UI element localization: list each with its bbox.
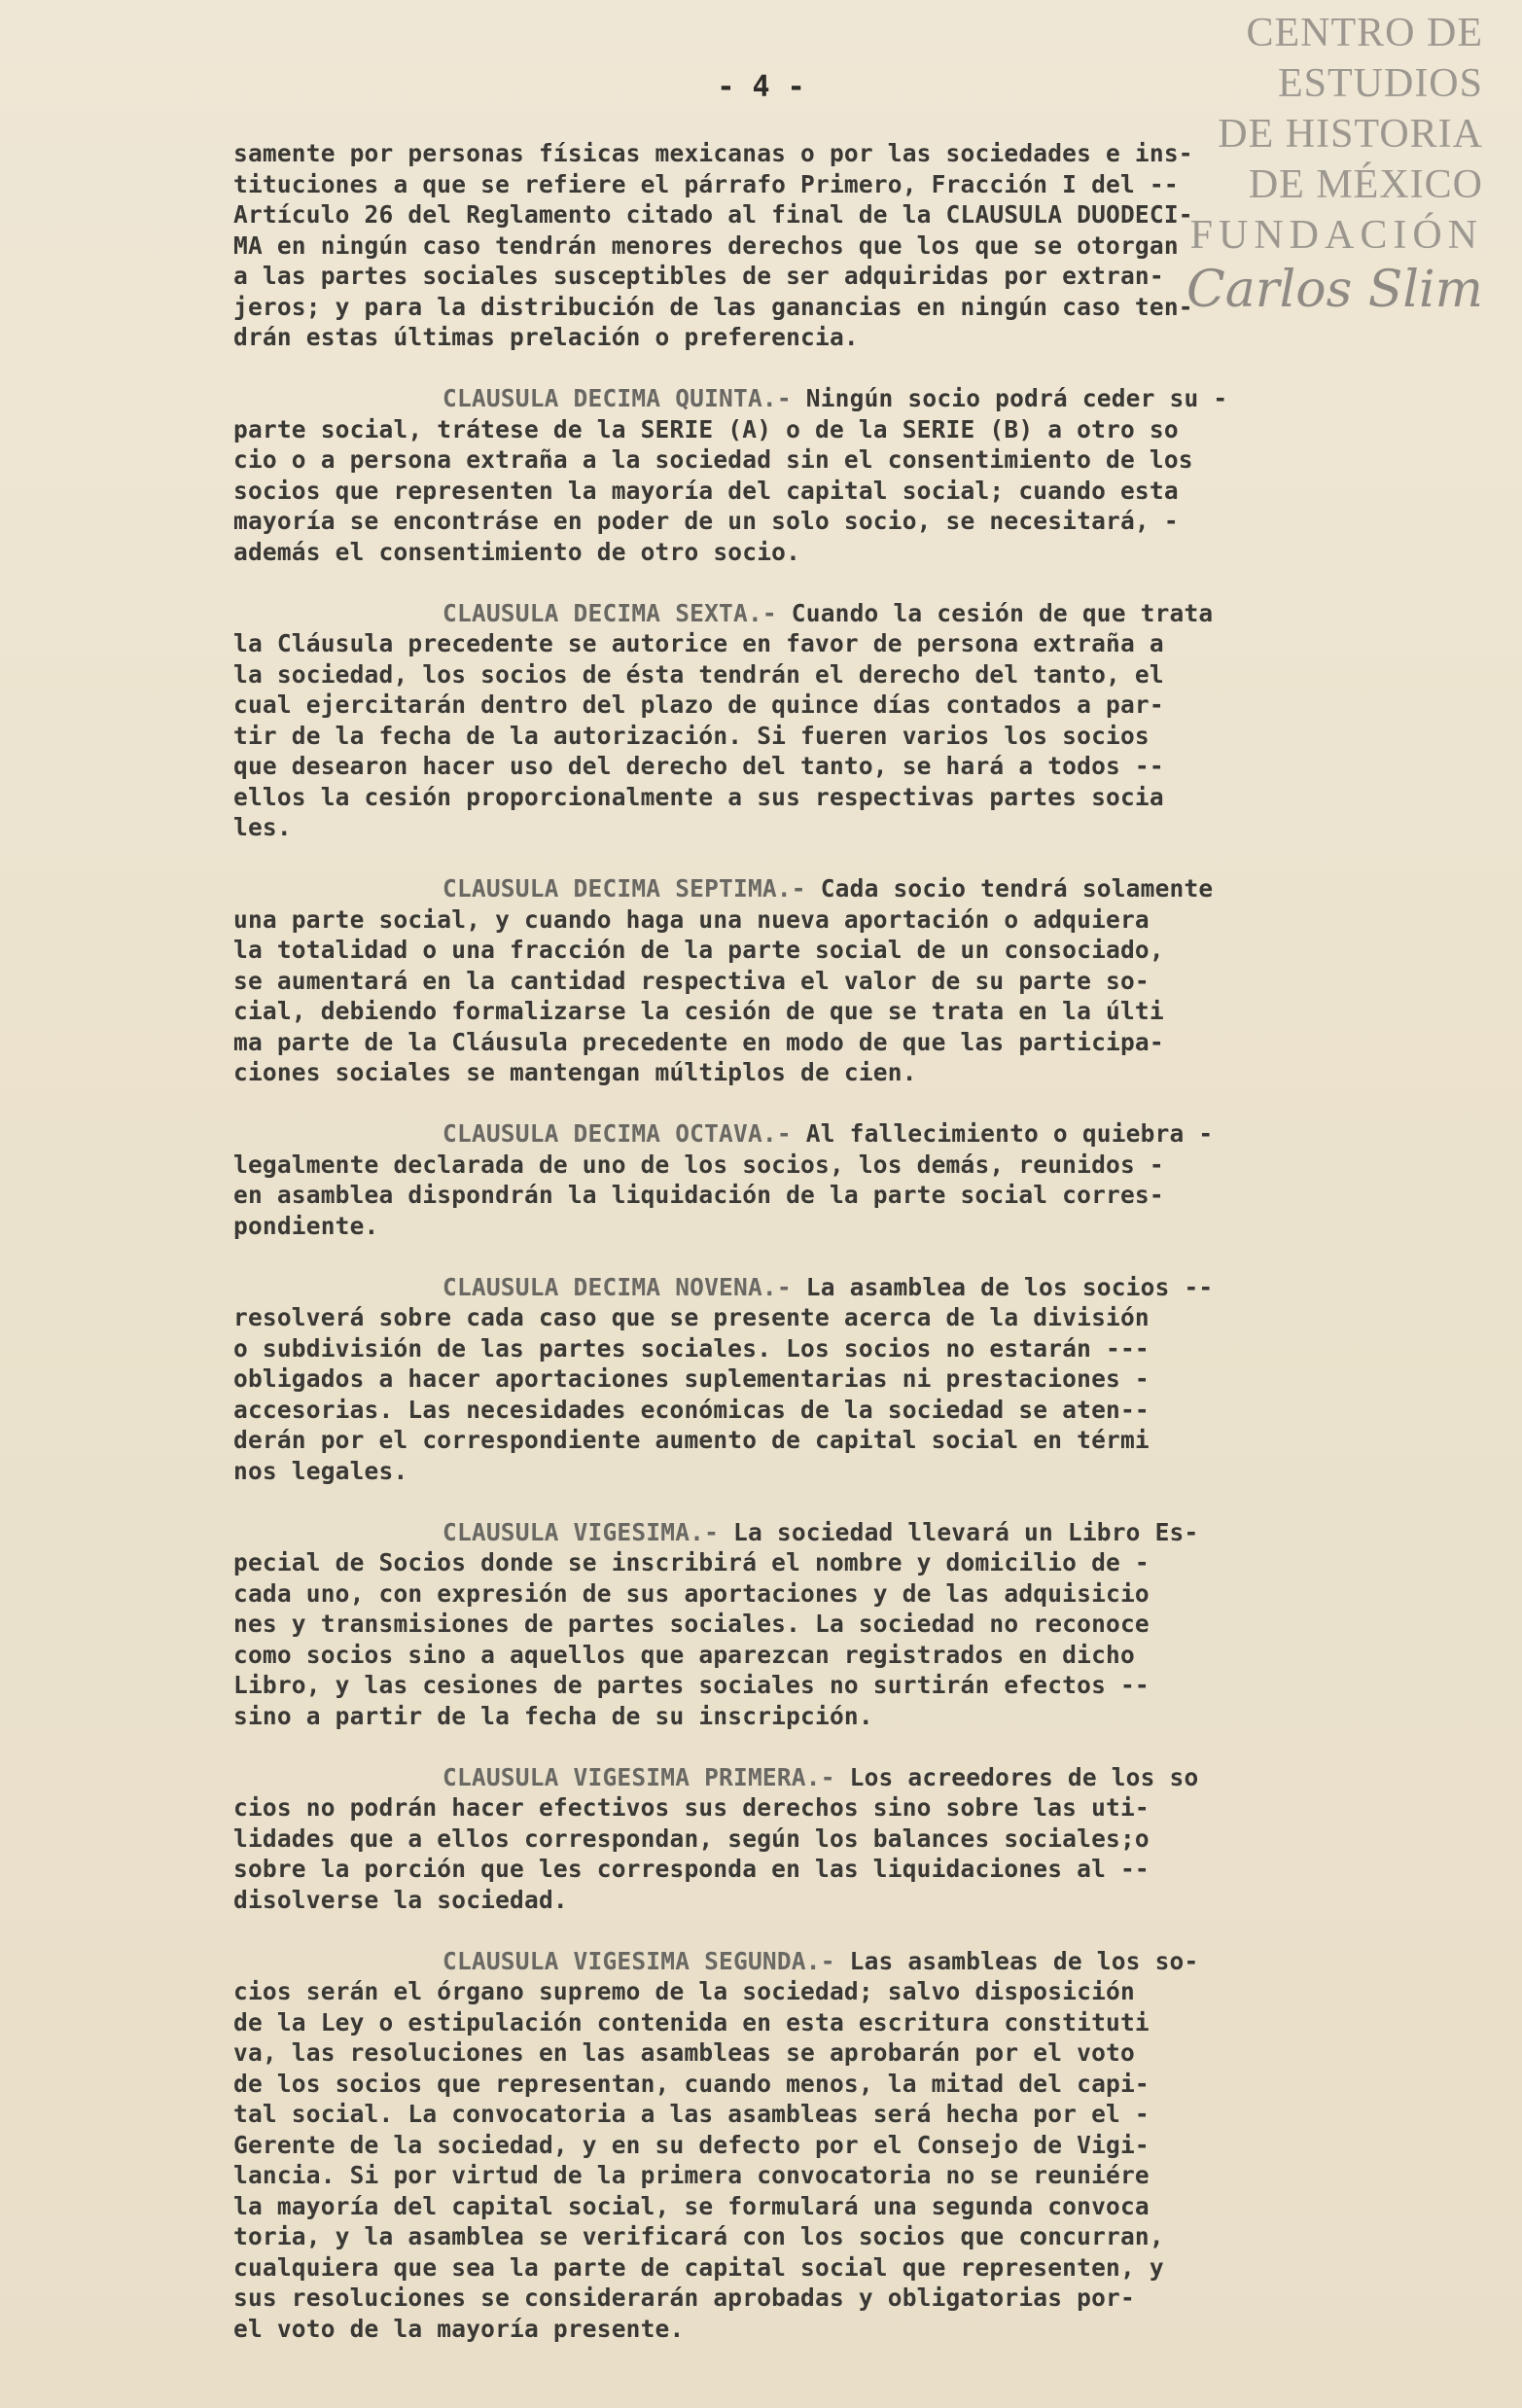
clause-21-paragraph xyxy=(233,1762,1449,1916)
text-line: a las partes sociales susceptibles de ser adquiridas por extran- xyxy=(233,262,1164,290)
text-line: ciones sociales se mantengan múltiplos de cien. xyxy=(233,1058,917,1086)
text-line: cualquiera que sea la parte de capital social que representen, y xyxy=(233,2252,1164,2282)
text-line: va, las resoluciones en las asambleas se aprobarán por el voto xyxy=(233,2038,1135,2067)
text-line: sino a partir de la fecha de su inscripción. xyxy=(233,1701,873,1730)
clause-heading: CLAUSULA DECIMA NOVENA.- xyxy=(442,1272,792,1301)
text-line: obligados a hacer aportaciones suplementarias ni prestaciones - xyxy=(233,1364,1150,1393)
clause-17-paragraph xyxy=(233,873,1449,1088)
text-line: cual ejercitarán dentro del plazo de quince días contados a par- xyxy=(233,691,1164,719)
text-line: cada uno, con expresión de sus aportaciones y de las adquisicio xyxy=(233,1578,1150,1608)
text-line: sus resoluciones se considerarán aprobadas y obligatorias por- xyxy=(233,2284,1135,2312)
text-line: nos legales. xyxy=(233,1456,408,1485)
text-line: lancia. Si por virtud de la primera convocatoria no se reuniére xyxy=(233,2161,1150,2189)
clause-first-text: La asamblea de los socios -- xyxy=(791,1272,1214,1301)
text-line: además el consentimiento de otro socio. xyxy=(233,537,801,566)
clause-22-paragraph xyxy=(233,1946,1449,2345)
text-line: cio o a persona extraña a la sociedad sin el consentimiento de los xyxy=(233,445,1193,474)
clause-heading: CLAUSULA DECIMA OCTAVA.- xyxy=(442,1119,792,1148)
text-line: la totalidad o una fracción de la parte social de un consociado, xyxy=(233,936,1164,964)
text-line: en asamblea dispondrán la liquidación de la parte social corres- xyxy=(233,1181,1164,1209)
text-line: la mayoría del capital social, se formulará una segunda convoca xyxy=(233,2191,1150,2220)
text-line: sobre la porción que les corresponda en las liquidaciones al -- xyxy=(233,1855,1150,1883)
text-line: se aumentará en la cantidad respectiva el valor de su parte so- xyxy=(233,966,1150,995)
text-line: accesorias. Las necesidades económicas de la sociedad se aten-- xyxy=(233,1395,1150,1424)
text-line: toria, y la asamblea se verificará con los socios que concurran, xyxy=(233,2222,1164,2250)
text-line: pondiente. xyxy=(233,1211,379,1240)
text-line: lidades que a ellos correspondan, según los balances sociales;o xyxy=(233,1824,1150,1853)
text-line: Artículo 26 del Reglamento citado al final de la CLAUSULA DUODECI- xyxy=(233,200,1193,229)
clause-first-line xyxy=(233,383,1449,414)
watermark-line: CENTRO DE xyxy=(1246,11,1483,55)
text-line: parte social, trátese de la SERIE (A) o de la SERIE (B) a otro so xyxy=(233,414,1179,443)
clause-15-paragraph xyxy=(233,383,1449,567)
text-line: cios serán el órgano supremo de la sociedad; salvo disposición xyxy=(233,1977,1135,2005)
watermark-line: ESTUDIOS xyxy=(1277,61,1483,106)
clause-first-text: Cuando la cesión de que trata xyxy=(776,598,1214,627)
text-line: samente por personas físicas mexicanas o por las sociedades e ins- xyxy=(233,139,1193,167)
text-line: drán estas últimas prelación o preferencia. xyxy=(233,323,859,351)
text-line: les. xyxy=(233,813,292,841)
text-line: de los socios que representan, cuando menos, la mitad del capi- xyxy=(233,2069,1150,2098)
text-line: como socios sino a aquellos que aparezcan registrados en dicho xyxy=(233,1640,1135,1669)
clause-first-line xyxy=(233,598,1449,629)
text-line: de la Ley o estipulación contenida en esta escritura constituti xyxy=(233,2007,1150,2036)
clause-first-line xyxy=(233,1762,1449,1793)
text-line: Gerente de la sociedad, y en su defecto por el Consejo de Vigi- xyxy=(233,2130,1150,2159)
clause-first-text: Las asambleas de los so- xyxy=(834,1946,1199,1975)
clause-heading: CLAUSULA VIGESIMA.- xyxy=(442,1517,720,1546)
text-line: resolverá sobre cada caso que se presente acerca de la división xyxy=(233,1303,1150,1331)
carryover-paragraph xyxy=(233,138,1449,353)
text-line: socios que representen la mayoría del capital social; cuando esta xyxy=(233,476,1179,505)
text-line: ma parte de la Cláusula precedente en modo de que las participa- xyxy=(233,1027,1164,1056)
clause-18-paragraph xyxy=(233,1118,1449,1241)
clause-first-line xyxy=(233,1517,1449,1548)
clause-first-text: La sociedad llevará un Libro Es- xyxy=(719,1517,1199,1546)
text-line: la sociedad, los socios de ésta tendrán el derecho del tanto, el xyxy=(233,659,1164,689)
clause-heading: CLAUSULA DECIMA SEPTIMA.- xyxy=(442,874,806,903)
clause-19-paragraph xyxy=(233,1272,1449,1487)
clause-16-paragraph xyxy=(233,598,1449,843)
text-line: o subdivisión de las partes sociales. Los socios no estarán --- xyxy=(233,1333,1150,1363)
watermark-line: DE MÉXICO xyxy=(1248,162,1483,207)
clause-first-text: Al fallecimiento o quiebra - xyxy=(791,1119,1214,1148)
clause-heading: CLAUSULA DECIMA QUINTA.- xyxy=(442,384,792,412)
clause-first-text: Cada socio tendrá solamente xyxy=(805,874,1214,903)
text-line: Libro, y las cesiones de partes sociales no surtirán efectos -- xyxy=(233,1671,1150,1699)
text-line: MA en ningún caso tendrán menores derechos que los que se otorgan xyxy=(233,230,1179,260)
clause-first-line xyxy=(233,1946,1449,1977)
watermark-line: DE HISTORIA xyxy=(1218,112,1483,157)
text-line: que desearon hacer uso del derecho del tanto, se hará a todos -- xyxy=(233,752,1164,780)
text-line: disolverse la sociedad. xyxy=(233,1885,568,1914)
clause-first-text: Ningún socio podrá ceder su - xyxy=(791,384,1228,412)
text-line: legalmente declarada de uno de los socios, los demás, reunidos - xyxy=(233,1150,1164,1179)
text-line: derán por el correspondiente aumento de capital social en térmi xyxy=(233,1426,1150,1454)
clause-first-line xyxy=(233,1272,1449,1303)
text-line: tituciones a que se refiere el párrafo Primero, Fracción I del -- xyxy=(233,169,1179,198)
text-line: cios no podrán hacer efectivos sus derechos sino sobre las uti- xyxy=(233,1793,1150,1822)
clause-first-text: Los acreedores de los so xyxy=(834,1762,1199,1791)
page-number: - 4 - xyxy=(717,70,805,104)
text-line: mayoría se encontráse en poder de un solo socio, se necesitará, - xyxy=(233,507,1179,535)
clause-20-paragraph xyxy=(233,1517,1449,1732)
text-line: la Cláusula precedente se autorice en favor de persona extraña a xyxy=(233,629,1164,657)
document-body xyxy=(233,138,1449,2375)
text-line: el voto de la mayoría presente. xyxy=(233,2314,685,2343)
clause-first-line xyxy=(233,1118,1449,1150)
text-line: cial, debiendo formalizarse la cesión de que se trata en la últi xyxy=(233,997,1164,1025)
text-line: una parte social, y cuando haga una nueva aportación o adquiera xyxy=(233,904,1150,934)
text-line: jeros; y para la distribución de las ganancias en ningún caso ten- xyxy=(233,292,1193,321)
watermark-signature: Carlos Slim xyxy=(1186,261,1483,319)
text-line: pecial de Socios donde se inscribirá el nombre y domicilio de - xyxy=(233,1548,1150,1576)
text-line: tir de la fecha de la autorización. Si fueren varios los socios xyxy=(233,721,1150,750)
text-line: nes y transmisiones de partes sociales. La sociedad no reconoce xyxy=(233,1610,1150,1638)
text-line: ellos la cesión proporcionalmente a sus respectivas partes socia xyxy=(233,782,1164,811)
clause-heading: CLAUSULA VIGESIMA PRIMERA.- xyxy=(442,1762,835,1791)
text-line: tal social. La convocatoria a las asambleas será hecha por el - xyxy=(233,2100,1150,2128)
clause-heading: CLAUSULA VIGESIMA SEGUNDA.- xyxy=(442,1946,835,1975)
watermark-line: FUNDACIÓN xyxy=(1189,213,1483,258)
clause-first-line xyxy=(233,873,1449,904)
clause-heading: CLAUSULA DECIMA SEXTA.- xyxy=(442,598,777,627)
